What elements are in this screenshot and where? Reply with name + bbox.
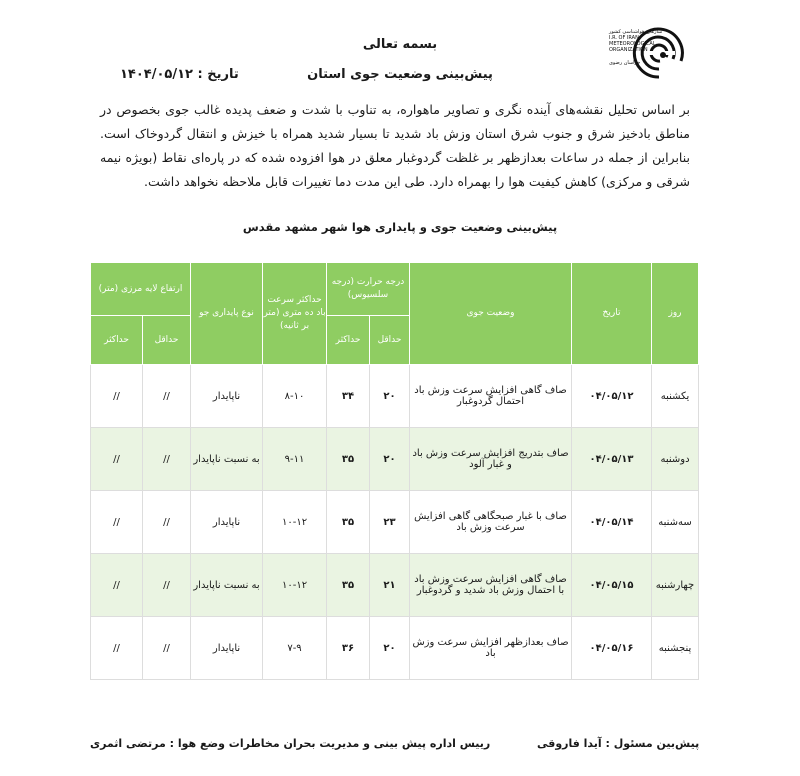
cell-wind: ۹-۱۱ [263,428,327,491]
director-signature: رییس اداره پیش بینی و مدیریت بحران مخاطرات وضع هوا : مرتضی اثمری [90,737,491,750]
logo-text-line: سازمان هواشناسی کشور [609,29,663,35]
table-title: پیش‌بینی وضعیت جوی و پایداری هوا شهر مشهد مقدس [242,220,558,234]
header-temp-max: حداکثر [327,316,370,365]
meteorological-organization-logo [605,15,690,95]
logo-text-line: ORGANIZATION [609,47,648,53]
cell-temp-max: ۳۵ [327,428,370,491]
invocation-heading: بسمه تعالی [362,37,438,52]
cell-day: پنجشنبه [652,617,699,680]
cell-stability: به نسبت ناپایدار [191,428,263,491]
cell-day: سه‌شنبه [652,491,699,554]
cell-date: ۰۴/۰۵/۱۵ [572,554,652,617]
table-row [91,428,699,491]
cell-weather: صاف بعدازظهر افزایش سرعت وزش باد [410,617,572,680]
cell-wind: ۸-۱۰ [263,365,327,428]
logo-text-line: I.R. OF IRAN [609,35,639,41]
cell-wind: ۷-۹ [263,617,327,680]
cell-boundary-min: // [143,428,191,491]
cell-temp-min: ۲۳ [370,491,410,554]
table-row [91,491,699,554]
table-row [91,617,699,680]
cell-weather: صاف گاهی افزایش سرعت وزش باد با احتمال وزش باد شدید و گردوغبار [410,554,572,617]
cell-wind: ۱۰-۱۲ [263,554,327,617]
cell-wind: ۱۰-۱۲ [263,491,327,554]
header-wind: حداکثر سرعت باد ده متری (متر بر ثانیه) [263,263,327,365]
header-date: تاریخ [572,263,652,365]
cell-stability: به نسبت ناپایدار [191,554,263,617]
cell-date: ۰۴/۰۵/۱۶ [572,617,652,680]
cell-boundary-max: // [91,428,143,491]
cell-temp-max: ۳۵ [327,554,370,617]
header-stability: نوع پایداری جو [191,263,263,365]
cell-date: ۰۴/۰۵/۱۳ [572,428,652,491]
cell-stability: ناپایدار [191,491,263,554]
forecaster-signature: پیش‌بین مسئول : آیدا فاروقی [537,737,700,750]
cell-boundary-max: // [91,617,143,680]
cell-temp-max: ۳۶ [327,617,370,680]
cell-day: یکشنبه [652,365,699,428]
table-row [91,554,699,617]
cell-date: ۰۴/۰۵/۱۴ [572,491,652,554]
cell-boundary-min: // [143,491,191,554]
cell-stability: ناپایدار [191,617,263,680]
cell-boundary-max: // [91,491,143,554]
cell-temp-min: ۲۱ [370,554,410,617]
header-boundary-layer: ارتفاع لایه مرزی (متر) [91,263,191,316]
header-boundary-max: حداکثر [91,316,143,365]
forecast-paragraph: بر اساس تحلیل نقشه‌های آینده نگری و تصاویر ماهواره، به تناوب با شدت و ضعف پدیده غالب جوی بخصوص در مناطق بادخیز شرق و جنوب شرق استان وزش باد شدید تا بسیار شدید همراه با خیزش و انتقال گردوخاک است. بنابراین از جمله در ساعات بعدازظهر بر غلظت گردوغبار معلق در هوا افزوده شده که در پاره‌ای نقاط (بویژه نیمه شرقی و مرکزی) کاهش کیفیت هوا را بهمراه دارد. طی این مدت دما تغییرات قابل ملاحظه نخواهد داشت. [100,102,690,189]
cell-boundary-max: // [91,554,143,617]
header-boundary-min: حداقل [143,316,191,365]
header-temp-min: حداقل [370,316,410,365]
logo-text-line: METEOROLOGICAL [609,41,656,47]
table-row [91,365,699,428]
cell-boundary-min: // [143,617,191,680]
logo-text-line: خراسان رضوی [609,60,641,66]
cell-boundary-min: // [143,365,191,428]
cell-temp-min: ۲۰ [370,617,410,680]
header-day: روز [652,263,699,365]
cell-temp-min: ۲۰ [370,428,410,491]
cell-boundary-min: // [143,554,191,617]
cell-stability: ناپایدار [191,365,263,428]
cell-day: چهارشنبه [652,554,699,617]
cell-temp-max: ۳۴ [327,365,370,428]
issue-date: تاریخ : ۱۴۰۴/۰۵/۱۲ [120,67,239,82]
cell-temp-max: ۳۵ [327,491,370,554]
forecast-table [90,262,699,680]
cell-temp-min: ۲۰ [370,365,410,428]
cell-date: ۰۴/۰۵/۱۲ [572,365,652,428]
page-title: پیش‌بینی وضعیت جوی استان [307,67,493,82]
cell-weather: صاف با غبار صبحگاهی گاهی افزایش سرعت وزش باد [410,491,572,554]
cell-weather: صاف بتدریج افزایش سرعت وزش باد و غبار آلود [410,428,572,491]
cell-boundary-max: // [91,365,143,428]
header-temperature: درجه حرارت (درجه سلسیوس) [327,263,410,316]
cell-day: دوشنبه [652,428,699,491]
cell-weather: صاف گاهی افزایش سرعت وزش باد احتمال گردوغبار [410,365,572,428]
header-weather: وضعیت جوی [410,263,572,365]
